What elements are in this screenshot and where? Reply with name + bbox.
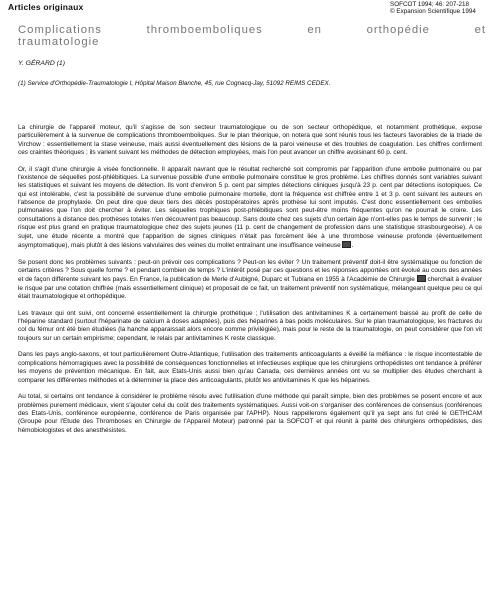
- paragraph-text: cherchait à évaluer le risque par une cotation chiffrée (mais essentiellement clinique) et proposait de ce fait, un traitement préventif non systématique, mélangeant quelque peu ce qui était traumatologique et orthopédique.: [18, 276, 482, 300]
- author-affiliation: (1) Service d'Orthopédie-Traumatologie I, Hôpital Maison Blanche, 45, rue Cognacq-Jay, 51092 REIMS CEDEX.: [18, 80, 331, 87]
- paragraph: Au total, si certains ont tendance à considérer le problème résolu avec l'utilisation d'une méthode qui paraît simple, bien des problèmes se posent encore et aux problèmes purement médicaux, vient s'ajouter celui du coût des traitements systématiques. Aussi voit-on s'organiser des conférences de consensus (conférences des Etats-Unis, conférence européenne, conférence de Paris organisée par l'APHP). Nous rappellerons également qu'il ya sept ans fut créé le GETHCAM (Groupe pour l'Etude des Thromboses en Chirurgie de l'Appareil Moteur) patronné par la SOFCOT et qui réunit à parité des chirurgiens orthopédistes, des hémobiologistes et des anesthésistes.: [18, 393, 482, 434]
- title-word: en: [307, 24, 322, 36]
- title-line-1: [18, 25, 486, 37]
- article-title: [18, 25, 486, 48]
- section-label: Articles originaux: [8, 2, 84, 12]
- title-word: Complications: [18, 24, 102, 36]
- title-word: orthopédie: [366, 24, 430, 36]
- paragraph: La chirurgie de l'appareil moteur, qu'il s'agisse de son secteur traumatologique ou de son secteur orthopédique, et notamment prothétique, expose particulièrement à la survenue de complications thromboemboliques. Sur le plan théorique, on notera que sont réunis tous les facteurs favorables de la triade de Virchow : essentiellement la stase veineuse, mais aussi éventuellement des lésions de la paroi veineuse et des troubles de coagulation. Les chiffres confirment ces craintes théoriques ; ils varient suivant les méthodes de détection employées, mais l'on peut avancer un chiffre avoisinant 60 p. cent.: [18, 124, 482, 157]
- title-line-2: traumatologie: [18, 35, 100, 48]
- title-word: thromboemboliques: [146, 24, 263, 36]
- paragraph-text: Se posent donc les problèmes suivants : peut-on prévoir ces complications ? Peut-on les éviter ? Un traitement préventif doit-il être systématique ou fonction de certains critères ? Sous quelle forme ? et pendant combien de temps ? L'intérêt posé par ces questions et les réponses apportées ont évolué au cours des années et de façon différente suivant les pays. En France, la publication de Merle d'Aubigné, Duparc et Tubiana en 1955 à l'Académie de Chirurgie: [18, 258, 482, 284]
- article-body: [18, 124, 482, 443]
- paragraph-text: .: [351, 241, 354, 249]
- page-header: [0, 0, 500, 18]
- paragraph: [18, 166, 482, 250]
- author-name: Y. GÉRARD (1): [18, 60, 65, 67]
- copyright-notice: © Expansion Scientifique 1994: [390, 8, 476, 16]
- paragraph-text: Or, il s'agit d'une chirurgie à visée fonctionnelle. Il apparaît navrant que le résultat recherché soit compromis par l'apparition d'une embolie pulmonaire ou par l'existence de séquelles post-phlébitiques. La survenue possible d'une embolie pulmonaire constitue le gros problème. Les chiffres donnés sont variables suivant les statistiques et suivant les moyens de détection. Ils vont d'environ 5 p. cent par simples détections cliniques jusqu'à 23 p. cent par détections isotopiques. Ce qui est intolérable, c'est la possibilité de survenue d'une embolie pulmonaire mortelle, dont la fréquence est chiffrée entre 1 et 3 p. cent suivant les auteurs en l'absence de prophylaxie. On peut dire que deux tiers des décès postopératoires après prothèse lui sont imputés. C'est donc essentiellement ces embolies pulmonaires que l'on doit chercher à éviter. Les séquelles trophiques post-phlébitiques sont peut-être moins fréquentes qu'on ne pourrait le croire. Les consultations à distance des prothèses totales n'en découvrent pas beaucoup. Sans doute chez ces sujets d'un certain âge n'ont-elles pas le temps de survenir ; le risque est plus grand en pratique traumatologique chez des sujets jeunes (11 p. cent de changement de profession dans une statistique strasbourgeoise). A ce sujet, une étude récente a montré que l'apparition de signes cliniques n'était pas forcément liée à une thrombose veineuse profonde (éventuellement asymptomatique), mais plutôt à des lésions valvulaires des veines du mollet entraînant une insuffisance veineuse: [18, 165, 482, 249]
- paragraph: Les travaux qui ont suivi, ont concerné essentiellement la chirurgie prothétique ; l'utilisation des antivitamines K a certainement baissé au profit de celle de l'héparine standard (surtout l'héparinate de calcium à doses adaptées), puis des héparines à bas poids moléculaires. Sur le plan traumatologique, les fractures du col du fémur ont été bien étudiées (la hanche apparaissait alors encore comme privilégiée), mais pour le reste de la traumatologie, on peut considérer que l'on vit toujours sur un certain empirisme; cependant, le relais par antivitamines K reste classique.: [18, 309, 482, 342]
- citation-marker-icon[interactable]: [417, 275, 426, 282]
- paragraph: Dans les pays anglo-saxons, et tout particulièrement Outre-Atlantique, l'utilisation des traitements anticoagulants a éveillé la méfiance : le risque incontestable de complications hémorragiques avec la possibilité de conséquences fonctionnelles et infectieuses explique que les chirurgiens orthopédistes ont tendance à préférer les moyens de prévention mécanique. En fait, aux Etats-Unis aussi bien qu'au Canada, ces dernières années ont vu se multiplier des études cherchant à comparer les différentes méthodes et à déterminer la place des anticoagulants, plutôt les antivitamines K que les héparines.: [18, 351, 482, 384]
- paragraph: [18, 259, 482, 302]
- journal-reference: [390, 1, 492, 16]
- journal-citation: SOFCOT 1994; 46: 207-218: [390, 1, 469, 8]
- title-word: et: [474, 24, 486, 36]
